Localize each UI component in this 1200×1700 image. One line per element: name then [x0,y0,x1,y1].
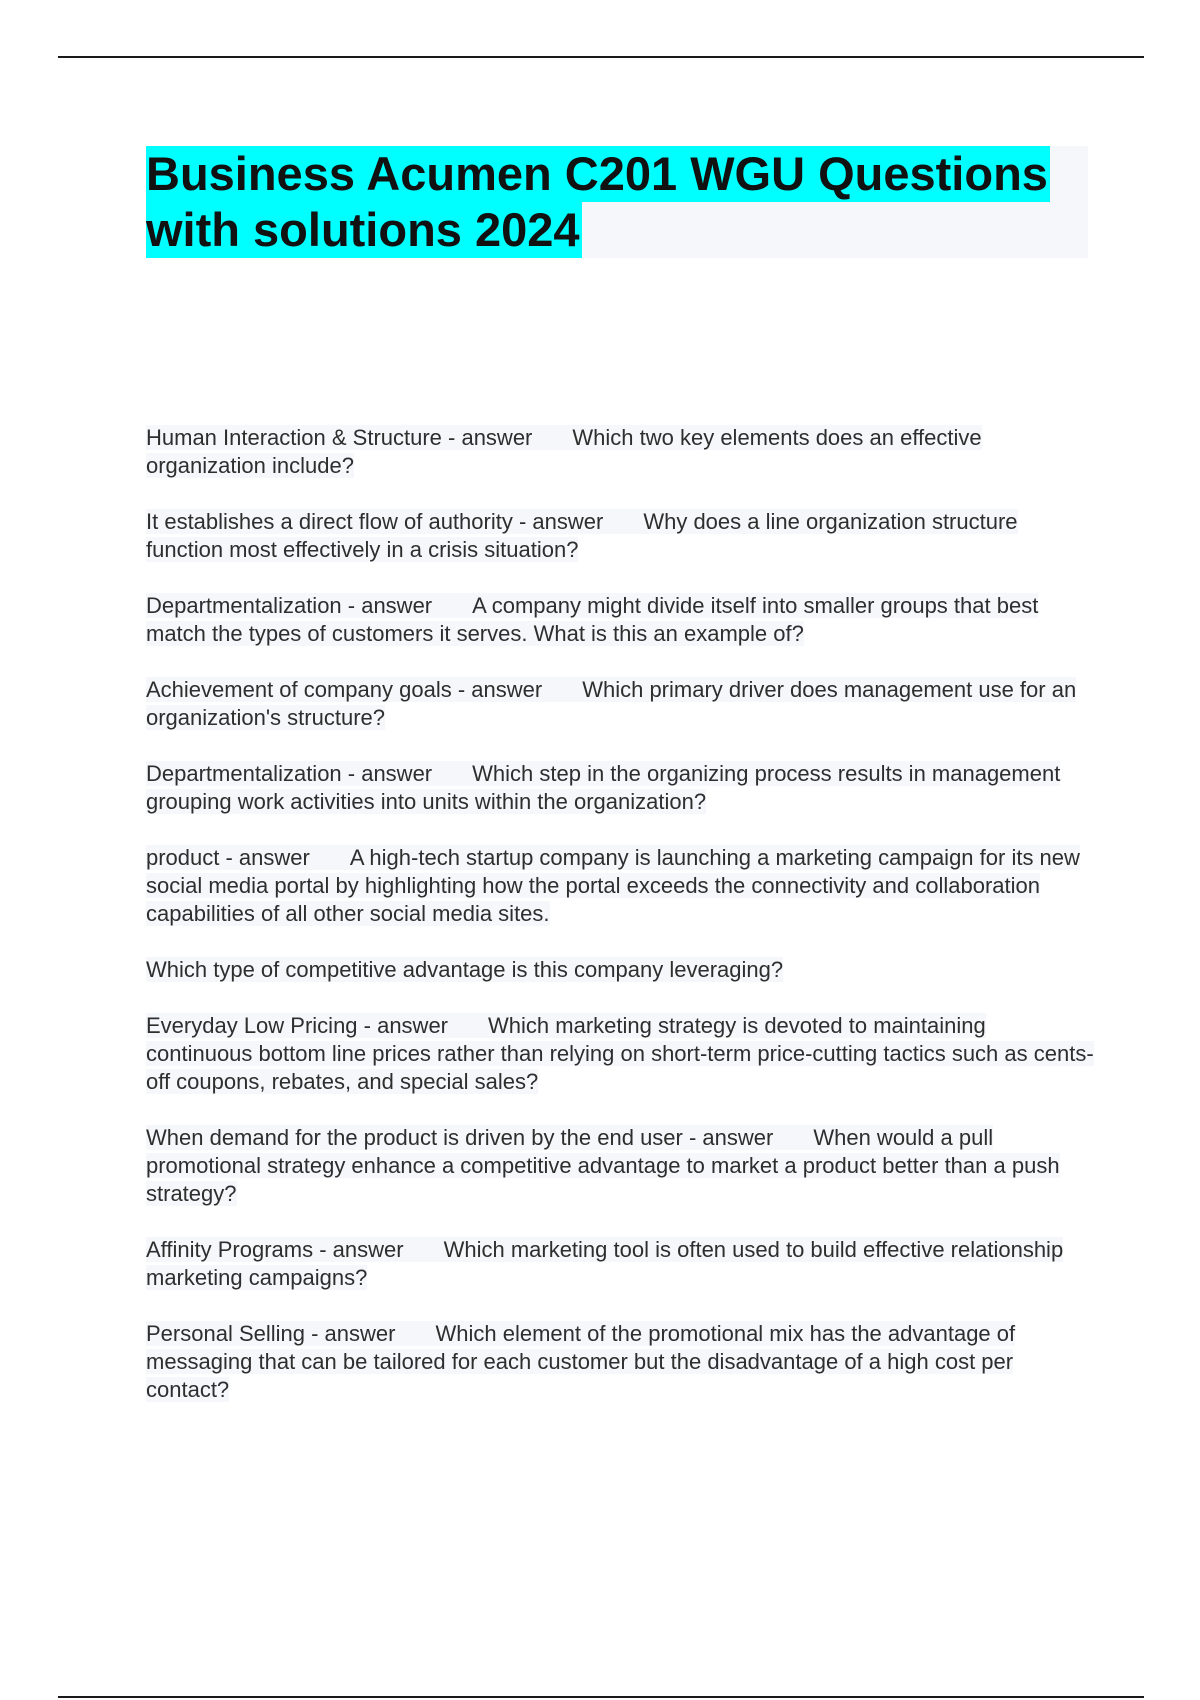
qa-item [146,676,1096,732]
question-text: Which marketing tool is often used to build effective relationship marketing campaigns? [146,1237,1064,1290]
answer-text: It establishes a direct flow of authority - answer [146,509,604,534]
qa-item [146,592,1096,648]
qa-item [146,424,1096,480]
answer-text: Departmentalization - answer [146,761,433,786]
qa-item [146,1236,1096,1292]
question-text: A high-tech startup company is launching a marketing campaign for its new social media portal by highlighting how the portal exceeds the connectivity and collaboration capabilities of all other social media sites. [146,845,1080,926]
answer-text: product - answer [146,845,310,870]
qa-item [146,1012,1096,1096]
title-line-2: with solutions 2024 [146,203,580,256]
document-title [146,146,1088,258]
question-text: Which type of competitive advantage is this company leveraging? [146,957,784,982]
qa-item [146,1320,1096,1404]
answer-text: Affinity Programs - answer [146,1237,404,1262]
qa-list [146,424,1096,1432]
question-text: When would a pull promotional strategy enhance a competitive advantage to market a product better than a push strategy? [146,1125,1060,1206]
qa-item [146,844,1096,928]
qa-item [146,760,1096,816]
answer-text: Personal Selling - answer [146,1321,396,1346]
title-line-1: Business Acumen C201 WGU Questions [146,147,1048,200]
question-text: Which two key elements does an effective organization include? [146,425,982,478]
answer-text: Everyday Low Pricing - answer [146,1013,449,1038]
question-text: Which primary driver does management use for an organization's structure? [146,677,1077,730]
answer-text: Human Interaction & Structure - answer [146,425,533,450]
qa-item [146,1124,1096,1208]
question-text: Why does a line organization structure function most effectively in a crisis situation? [146,509,1018,562]
bottom-rule [58,1696,1144,1698]
qa-item [146,508,1096,564]
top-rule [58,56,1144,58]
question-text: Which step in the organizing process results in management grouping work activities into units within the organization? [146,761,1061,814]
question-text: Which marketing strategy is devoted to maintaining continuous bottom line prices rather than relying on short-term price-cutting tactics such as cents-off coupons, rebates, and special sales? [146,1013,1094,1094]
answer-text: When demand for the product is driven by the end user - answer [146,1125,774,1150]
answer-text: Departmentalization - answer [146,593,433,618]
question-text: A company might divide itself into smaller groups that best match the types of customers it serves. What is this an example of? [146,593,1039,646]
qa-item-continuation [146,956,1096,984]
answer-text: Achievement of company goals - answer [146,677,543,702]
question-text: Which element of the promotional mix has the advantage of messaging that can be tailored for each customer but the disadvantage of a high cost per contact? [146,1321,1016,1402]
